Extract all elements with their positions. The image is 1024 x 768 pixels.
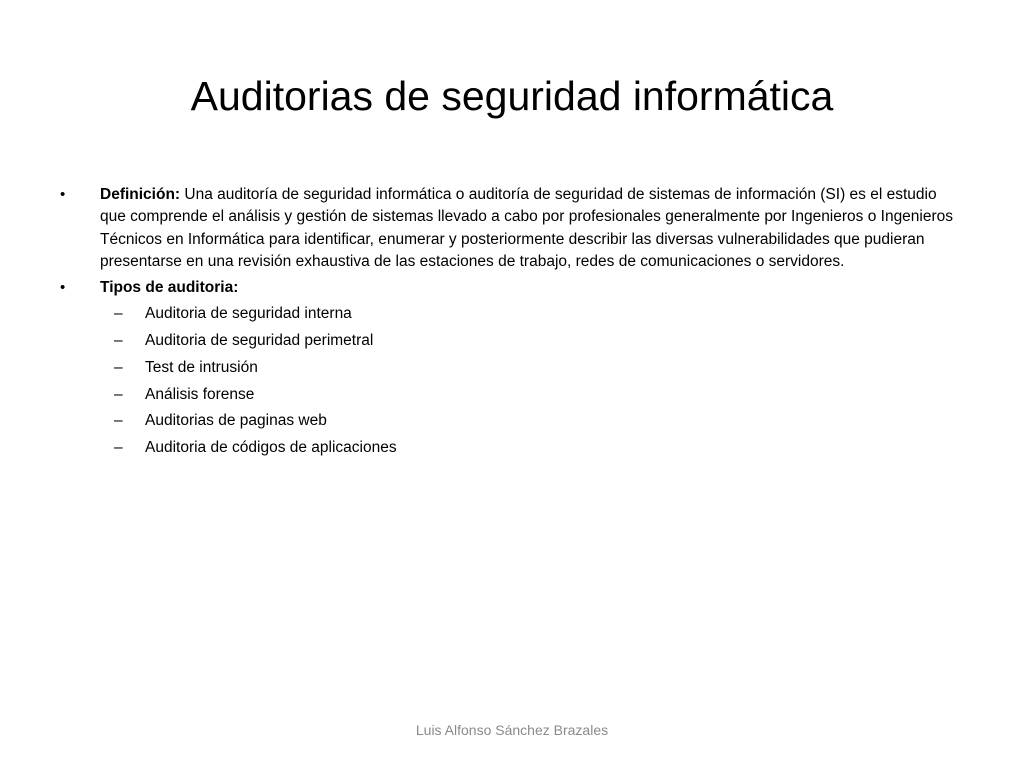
- audit-types-label: Tipos de auditoria:: [100, 279, 239, 297]
- sub-list-item: [60, 357, 960, 384]
- definition-label: Definición:: [100, 186, 181, 203]
- sub-item-text: Análisis forense: [145, 385, 255, 403]
- sub-list-item: [60, 437, 960, 464]
- sub-item-text: Auditoria de códigos de aplicaciones: [145, 438, 397, 456]
- sub-list-item: [60, 384, 960, 411]
- sub-list-item: [60, 410, 960, 437]
- dash-marker: –: [114, 332, 123, 350]
- sub-item-text: Test de intrusión: [145, 358, 258, 376]
- bullet-marker: •: [60, 186, 66, 203]
- bullet-marker: •: [60, 279, 66, 297]
- dash-marker: –: [114, 438, 123, 456]
- bullet-audit-types: [60, 277, 960, 463]
- dash-marker: –: [114, 385, 123, 403]
- definition-text: Una auditoría de seguridad informática o auditoría de seguridad de sistemas de información (SI) es el estudio que comprende el análisis y gestión de sistemas llevado a cabo por profesionales generalmente por Ingenieros o Ingenieros Técnicos en Informática para identificar, enumerar y posteriormente describir las diversas vulnerabilidades que pudieran presentarse en una revisión exhaustiva de las estaciones de trabajo, redes de comunicaciones o servidores.: [100, 186, 954, 270]
- dash-marker: –: [114, 412, 123, 430]
- bullet-definition: [60, 184, 960, 273]
- slide-footer: Luis Alfonso Sánchez Brazales: [415, 722, 609, 738]
- audit-types-list: [100, 303, 960, 463]
- sub-list-item: [60, 303, 960, 330]
- dash-marker: –: [114, 358, 123, 376]
- sub-item-text: Auditorias de paginas web: [145, 412, 327, 430]
- dash-marker: –: [114, 305, 123, 323]
- sub-item-text: Auditoria de seguridad perimetral: [145, 332, 374, 350]
- slide-title: Auditorias de seguridad informática: [190, 73, 834, 119]
- slide-content: [60, 184, 960, 468]
- sub-item-text: Auditoria de seguridad interna: [145, 305, 352, 323]
- sub-list-item: [60, 330, 960, 357]
